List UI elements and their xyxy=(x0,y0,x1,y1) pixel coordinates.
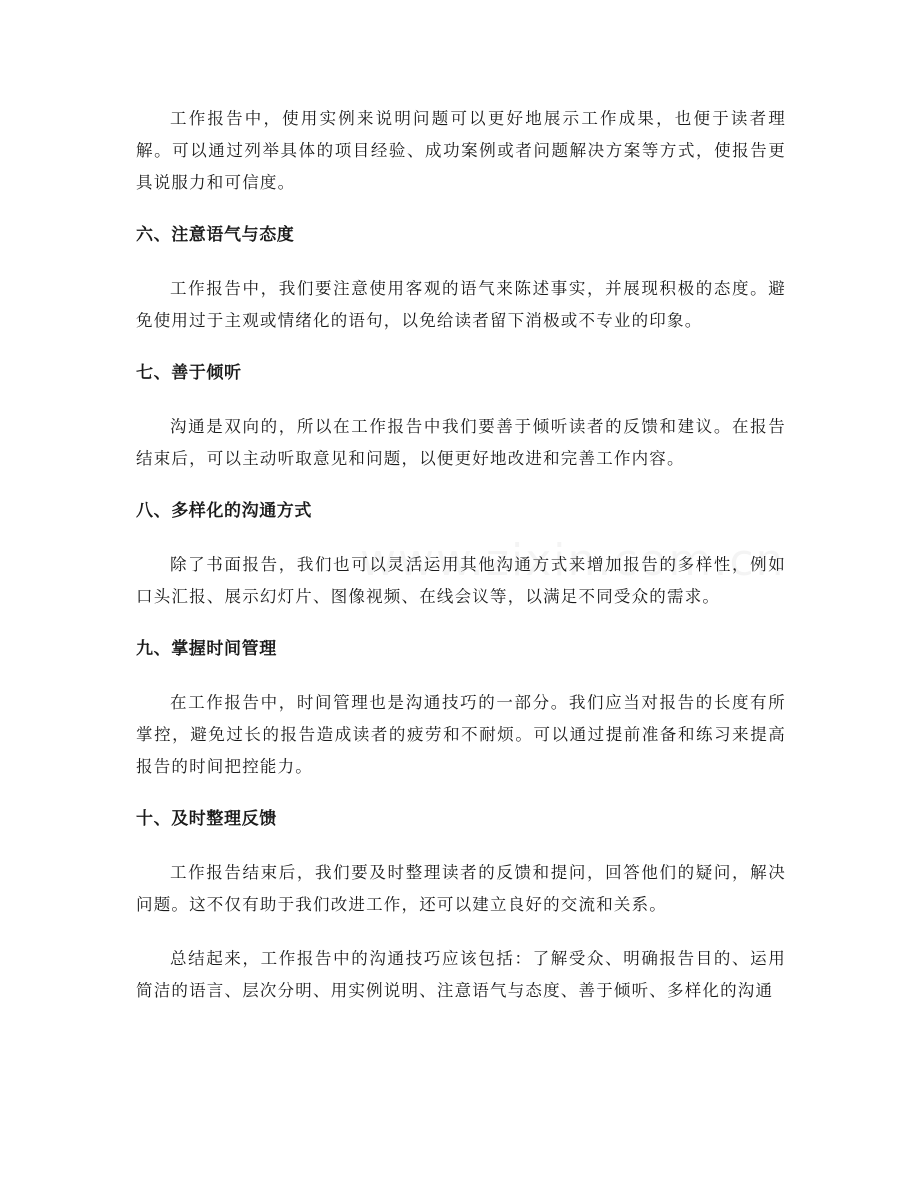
paragraph-time-management: 在工作报告中，时间管理也是沟通技巧的一部分。我们应当对报告的长度有所掌控，避免过长的报告造成读者的疲劳和不耐烦。可以通过提前准备和练习来提高报告的时间把控能力。 xyxy=(136,693,786,776)
paragraph-listening: 沟通是双向的，所以在工作报告中我们要善于倾听读者的反馈和建议。在报告结束后，可以主动听取意见和问题，以便更好地改进和完善工作内容。 xyxy=(136,417,786,468)
heading-tone-attitude: 六、注意语气与态度 xyxy=(136,225,295,245)
paragraph-tone-attitude: 工作报告中，我们要注意使用客观的语气来陈述事实，并展现积极的态度。避免使用过于主观或情绪化的语句，以免给读者留下消极或不专业的印象。 xyxy=(136,279,786,330)
paragraph-examples: 工作报告中，使用实例来说明问题可以更好地展示工作成果，也便于读者理解。可以通过列举具体的项目经验、成功案例或者问题解决方案等方式，使报告更具说服力和可信度。 xyxy=(136,109,786,192)
paragraph-diverse-communication: 除了书面报告，我们也可以灵活运用其他沟通方式来增加报告的多样性，例如口头汇报、展示幻灯片、图像视频、在线会议等，以满足不同受众的需求。 xyxy=(136,555,786,606)
document-body xyxy=(136,103,786,1029)
heading-feedback: 十、及时整理反馈 xyxy=(136,809,277,829)
heading-listening: 七、善于倾听 xyxy=(136,363,242,383)
heading-diverse-communication: 八、多样化的沟通方式 xyxy=(136,501,312,521)
paragraph-feedback: 工作报告结束后，我们要及时整理读者的反馈和提问，回答他们的疑问，解决问题。这不仅有助于我们改进工作，还可以建立良好的交流和关系。 xyxy=(136,863,786,914)
heading-time-management: 九、掌握时间管理 xyxy=(136,639,277,659)
paragraph-summary: 总结起来，工作报告中的沟通技巧应该包括：了解受众、明确报告目的、运用简洁的语言、层次分明、用实例说明、注意语气与态度、善于倾听、多样化的沟通 xyxy=(136,949,786,1000)
